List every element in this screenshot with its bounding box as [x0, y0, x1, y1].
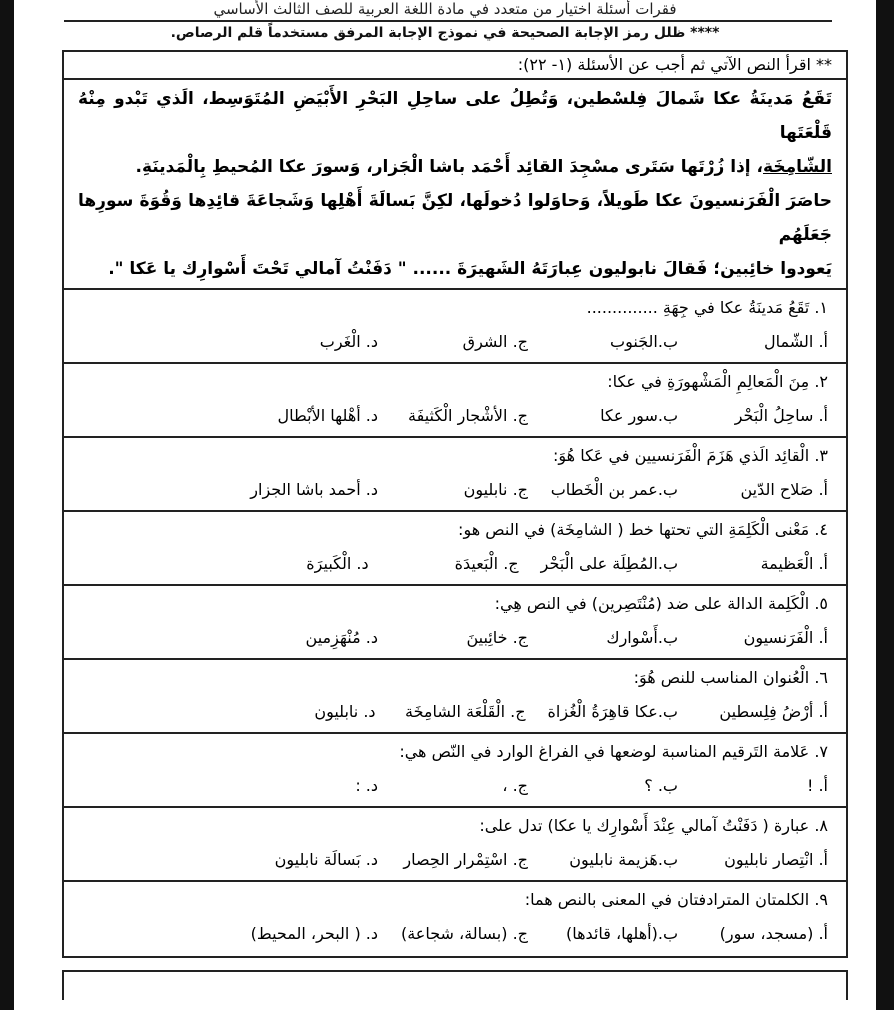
- option-d[interactable]: د. :: [355, 776, 378, 795]
- options: [74, 848, 828, 872]
- option-c[interactable]: ج. نابليون: [463, 480, 528, 499]
- options: [74, 552, 828, 576]
- question-text: ٢. مِنَ الْمَعالِمِ الْمَشْهورَةِ في عكا:: [607, 372, 828, 391]
- passage-line: يَعودوا خائِبين؛ فَقالَ نابوليون عِبارَتَهُ الشَهيرَةَ ...... " دَفَنْتُ آمالي تَحْتَ أَسْوارِك يا عَكا ".: [108, 259, 832, 279]
- option-d[interactable]: د. الْكَبيرَة: [306, 554, 369, 573]
- passage-line: [64, 150, 846, 184]
- option-b[interactable]: ب.هَزيمة نابليون: [569, 850, 678, 869]
- option-d[interactable]: د. الْغَرب: [319, 332, 378, 351]
- option-b[interactable]: ب.عكا قاهِرَةُ الْغُزاة: [547, 702, 678, 721]
- option-b[interactable]: ب.الجَنوب: [610, 332, 678, 351]
- question-3: [64, 438, 846, 512]
- option-d[interactable]: د. ( البحر، المحيط): [250, 924, 378, 943]
- options: [74, 404, 828, 428]
- question-text: ٧. عَلامة التَرقيم المناسبة لوضعها في الفراغ الوارد في النّص هي:: [399, 742, 828, 761]
- question-text: ٦. الْعُنوان المناسب للنص هُوَ:: [633, 668, 828, 687]
- question-5: [64, 586, 846, 660]
- options: [74, 330, 828, 354]
- instruction: **** ظلل رمز الإجابة الصحيحة في نموذج الإجابة المرفق مستخدماً قلم الرصاص.: [170, 25, 720, 41]
- option-d[interactable]: د. نابليون: [314, 702, 376, 721]
- reading-prompt: ** اقرأ النص الآتي ثم أجب عن الأسئلة (١- ٢٢):: [64, 52, 846, 80]
- question-8: [64, 808, 846, 882]
- reading-passage: [64, 80, 846, 290]
- passage-line: تَقَعُ مَدينَةُ عكا شَمالَ فِلسْطين، وَتُطِلُ على ساحِلِ البَحْرِ الأَبْيَضِ المُتَوَسِط، الَذي تَبْدو مِنْهُ قَلْعَتَها: [78, 89, 832, 143]
- passage-text: ، إذا زُرْتَها سَتَرى مسْجِدَ القائِد أَحْمَد باشا الْجَزار، وَسورَ عكا المُحيطِ بِالْمَدينَةِ.: [135, 157, 764, 177]
- option-c[interactable]: ج. (بسالة، شجاعة): [400, 924, 528, 943]
- questions-box: [62, 50, 848, 958]
- options: [74, 478, 828, 502]
- option-c[interactable]: ج. الأشْجار الْكَثيفَة: [408, 406, 528, 425]
- options: [74, 774, 828, 798]
- option-a[interactable]: أ. صَلاح الدّين: [740, 480, 828, 499]
- option-c[interactable]: ج. اسْتِمْرار الحِصار: [403, 850, 528, 869]
- option-a[interactable]: أ. انْتِصار نابليون: [724, 850, 828, 869]
- option-a[interactable]: أ. (مسجد، سور): [719, 924, 828, 943]
- question-1: [64, 290, 846, 364]
- option-c[interactable]: ج. خائِبينَ: [466, 628, 528, 647]
- option-c[interactable]: ج. الشرق: [462, 332, 528, 351]
- option-c[interactable]: ج. ،: [502, 776, 528, 795]
- underlined-word: الشّامِخَة: [763, 157, 832, 177]
- question-9: [64, 882, 846, 956]
- passage-line: حاصَرَ الْفَرَنسيونَ عكا طَويلاً، وَحاوَلوا دُخولَها، لكِنَّ بَسالَةَ أَهْلِها وَشَجاعَةَ قائِدِها وَقُوَةَ سورِها جَعَلَهُم: [78, 191, 832, 245]
- question-text: ٤. مَعْنى الْكَلِمَةِ التي تحتها خط ( الشامِخَة) في النص هو:: [458, 520, 828, 539]
- option-c[interactable]: ج. الْبَعيدَة: [454, 554, 519, 573]
- question-text: ٥. الْكَلِمة الدالة على ضد (مُنْتَصِرين) في النص هِي:: [494, 594, 828, 613]
- option-d[interactable]: د. أهْلها الأبْطال: [277, 406, 378, 425]
- question-text: ١. تَقَعُ مَدينَةُ عكا في جِهَةِ ..............: [586, 298, 828, 317]
- next-box: [62, 970, 848, 1000]
- question-6: [64, 660, 846, 734]
- option-d[interactable]: د. مُنْهَزِمين: [305, 628, 378, 647]
- option-b[interactable]: ب.أَسْوارك: [606, 628, 678, 647]
- option-b[interactable]: ب.سور عكا: [600, 406, 678, 425]
- option-a[interactable]: أ. أرْضُ فِلِسطين: [719, 702, 828, 721]
- option-d[interactable]: د. بَسالَة نابليون: [274, 850, 378, 869]
- option-c[interactable]: ج. الْقَلْعَة الشامِخَة: [405, 702, 526, 721]
- question-4: [64, 512, 846, 586]
- option-b[interactable]: ب.(أهلها، قائدها): [566, 924, 678, 943]
- option-b[interactable]: ب.عمر بن الْخَطاب: [550, 480, 678, 499]
- exam-page: [14, 0, 876, 1010]
- question-text: ٣. الْقائِد الَذي هَزَمَ الْفَرَنسيين في عَكا هُوَ:: [553, 446, 828, 465]
- question-7: [64, 734, 846, 808]
- question-2: [64, 364, 846, 438]
- option-d[interactable]: د. أحمد باشا الجزار: [250, 480, 378, 499]
- option-a[interactable]: أ. الْفَرَنسيون: [743, 628, 828, 647]
- options: [74, 922, 828, 946]
- option-a[interactable]: أ. الشّمال: [764, 332, 828, 351]
- option-a[interactable]: أ. ساحِلُ الْبَحْر: [734, 406, 828, 425]
- options: [74, 700, 828, 724]
- options: [74, 626, 828, 650]
- option-a[interactable]: أ. !: [806, 776, 828, 795]
- option-a[interactable]: أ. الْعَظيمة: [760, 554, 828, 573]
- option-b[interactable]: ب. ؟: [644, 776, 678, 795]
- exam-title: فقرات أسئلة اختيار من متعدد في مادة اللغة العربية للصف الثالث الأساسي: [213, 0, 677, 18]
- question-text: ٩. الكلمتان المترادفتان في المعنى بالنص هما:: [524, 890, 828, 909]
- question-text: ٨. عبارة ( دَفَنْتُ آمالي عِنْدَ أَسْوارِك يا عكا) تدل على:: [479, 816, 828, 835]
- option-b[interactable]: ب.المُطِلَة على الْبَحْر: [540, 554, 678, 573]
